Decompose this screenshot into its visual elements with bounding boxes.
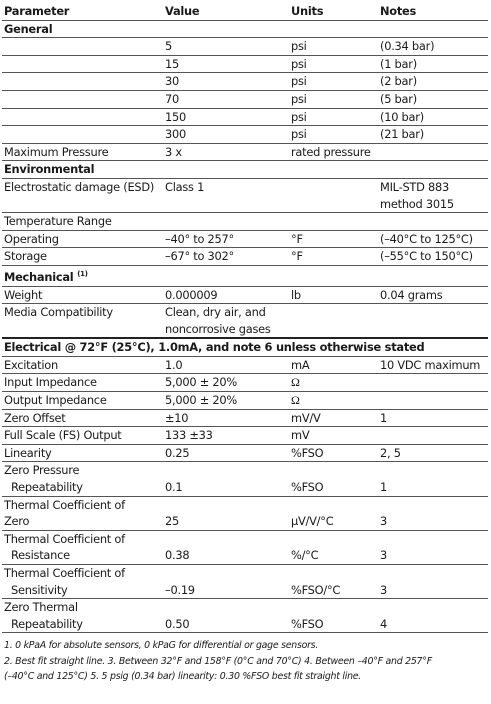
table-row: [2, 496, 488, 530]
param-units: rated pressure: [289, 143, 488, 161]
table-header-row: [2, 3, 488, 20]
param-label: [2, 496, 163, 530]
param-units: [289, 496, 378, 530]
param-value: 0.25: [163, 444, 289, 462]
table-row: [2, 392, 488, 410]
header-parameter: Parameter: [2, 3, 163, 20]
param-notes-text: 4: [380, 616, 387, 631]
section-title-text: Mechanical: [4, 269, 74, 284]
param-value: 5,000 ± 20%: [163, 374, 289, 392]
param-label: Output Impedance: [2, 392, 163, 410]
table-row: [2, 230, 488, 248]
param-label: Weight: [2, 286, 163, 304]
param-units: [289, 530, 378, 564]
param-label-line: Thermal Coefficient of: [4, 531, 125, 546]
range-value: 5: [163, 38, 289, 56]
param-notes: (–55°C to 150°C): [378, 248, 488, 266]
footnote-ref: (1): [77, 269, 88, 278]
param-notes: 2, 5: [378, 444, 488, 462]
param-label-line: Thermal Coefficient of: [4, 497, 125, 512]
spec-sheet: [2, 3, 490, 685]
param-units: mV: [289, 427, 378, 445]
param-value: [163, 530, 289, 564]
range-notes: (21 bar): [378, 126, 488, 144]
table-row: [2, 126, 488, 144]
header-units: Units: [289, 3, 378, 20]
param-notes: 0.04 grams: [378, 286, 488, 304]
param-notes: [378, 565, 488, 599]
range-notes: (5 bar): [378, 90, 488, 108]
param-value-text: –0.19: [165, 582, 195, 597]
footnote-line: (–40°C and 125°C) 5. 5 psig (0.34 bar) linearity: 0.30 %FSO best fit straight line.: [4, 671, 362, 683]
param-notes: [378, 374, 488, 392]
param-notes-text: 3: [380, 548, 387, 563]
range-units: psi: [289, 90, 378, 108]
range-value: 30: [163, 73, 289, 91]
table-row: [2, 286, 488, 304]
param-units-text: %FSO: [291, 616, 324, 631]
param-units: %FSO: [289, 444, 378, 462]
param-value-text: 0.50: [165, 616, 190, 631]
param-label: Temperature Range: [2, 213, 488, 231]
param-value: 0.000009: [163, 286, 289, 304]
param-units-text: %/°C: [291, 548, 319, 563]
param-notes: (–40°C to 125°C): [378, 230, 488, 248]
param-value: 5,000 ± 20%: [163, 392, 289, 410]
table-row: [2, 427, 488, 445]
param-units: °F: [289, 248, 378, 266]
param-value: [163, 565, 289, 599]
range-units: psi: [289, 126, 378, 144]
range-units: psi: [289, 55, 378, 73]
param-label-line: Zero: [4, 514, 30, 529]
range-notes: (2 bar): [378, 73, 488, 91]
footnote-line: 2. Best fit straight line. 3. Between 32°F and 158°F (0°C and 70°C) 4. Between –40°F and 257°F: [4, 655, 432, 667]
notes-line: method 3015: [380, 196, 454, 211]
param-label: [2, 530, 163, 564]
table-row: [2, 55, 488, 73]
range-notes: (0.34 bar): [378, 38, 488, 56]
param-notes-text: 3: [380, 514, 387, 529]
value-line: Clean, dry air, and: [165, 305, 266, 320]
table-row: [2, 73, 488, 91]
param-value: 133 ±33: [163, 427, 289, 445]
param-label: [2, 565, 163, 599]
section-general: [2, 20, 488, 38]
table-row: [2, 38, 488, 56]
param-label-line: Thermal Coefficient of: [4, 566, 125, 580]
param-units: Ω: [289, 392, 378, 410]
param-notes: [378, 599, 488, 633]
param-value: –40° to 257°: [163, 230, 289, 248]
param-value: Class 1: [163, 178, 289, 212]
param-value-text: 0.1: [165, 480, 183, 495]
param-notes: [378, 496, 488, 530]
param-label: Input Impedance: [2, 374, 163, 392]
param-units: Ω: [289, 374, 378, 392]
param-notes: 1: [378, 409, 488, 427]
param-label: Zero Offset: [2, 409, 163, 427]
param-label: [2, 462, 163, 496]
param-value: [163, 496, 289, 530]
param-value: 1.0: [163, 356, 289, 374]
param-label-line: Resistance: [11, 548, 70, 563]
param-units: lb: [289, 286, 378, 304]
param-label: Maximum Pressure: [2, 143, 163, 161]
table-row: [2, 530, 488, 564]
param-notes: [378, 462, 488, 496]
param-label: [2, 599, 163, 633]
range-units: psi: [289, 73, 378, 91]
param-notes: [378, 392, 488, 410]
param-units: [289, 599, 378, 633]
param-label-line: Repeatability: [11, 616, 83, 631]
param-units: [289, 565, 378, 599]
section-environmental: [2, 161, 488, 179]
header-notes: Notes: [378, 3, 488, 20]
param-notes: [378, 427, 488, 445]
param-value: [163, 304, 289, 339]
param-notes: [378, 530, 488, 564]
header-value: Value: [163, 3, 289, 20]
section-title: Electrical @ 72°F (25°C), 1.0mA, and note 6 unless otherwise stated: [2, 338, 488, 356]
table-row: [2, 565, 488, 599]
param-label: Full Scale (FS) Output: [2, 427, 163, 445]
param-label-line: Zero Thermal: [4, 600, 78, 615]
param-value: –67° to 302°: [163, 248, 289, 266]
param-value-text: 25: [165, 514, 179, 529]
param-units: °F: [289, 230, 378, 248]
param-label: Operating: [2, 230, 163, 248]
param-label: Linearity: [2, 444, 163, 462]
param-units-text: %FSO/°C: [291, 582, 341, 597]
table-row: [2, 143, 488, 161]
section-title: [2, 265, 488, 286]
table-row: [2, 599, 488, 633]
param-label-line: Sensitivity: [11, 582, 68, 597]
param-notes-text: 1: [380, 480, 387, 495]
table-row: [2, 356, 488, 374]
table-row: [2, 90, 488, 108]
range-notes: (10 bar): [378, 108, 488, 126]
param-units: mA: [289, 356, 378, 374]
range-value: 150: [163, 108, 289, 126]
table-row: [2, 462, 488, 496]
range-value: 300: [163, 126, 289, 144]
specifications-table: [2, 3, 488, 633]
param-label-line: Zero Pressure: [4, 463, 80, 478]
table-row: [2, 248, 488, 266]
param-label: Media Compatibility: [2, 304, 163, 339]
section-title: General: [2, 20, 488, 38]
value-line: noncorrosive gases: [165, 321, 271, 336]
table-row: [2, 178, 488, 212]
footnote-line: 1. 0 kPaA for absolute sensors, 0 kPaG for differential or gage sensors.: [4, 640, 319, 652]
param-label-line: Repeatability: [11, 480, 83, 495]
table-row: [2, 444, 488, 462]
range-value: 70: [163, 90, 289, 108]
table-row: [2, 374, 488, 392]
range-notes: (1 bar): [378, 55, 488, 73]
param-label: Storage: [2, 248, 163, 266]
footnotes: [2, 638, 488, 685]
notes-line: MIL-STD 883: [380, 179, 450, 194]
table-row: [2, 213, 488, 231]
section-title: Environmental: [2, 161, 488, 179]
param-value: [163, 462, 289, 496]
range-units: psi: [289, 38, 378, 56]
range-units: psi: [289, 108, 378, 126]
param-units-text: µV/V/°C: [291, 514, 334, 529]
param-units-text: %FSO: [291, 480, 324, 495]
range-value: 15: [163, 55, 289, 73]
section-electrical: [2, 338, 488, 356]
param-units: [289, 462, 378, 496]
param-units: mV/V: [289, 409, 378, 427]
param-notes: [378, 178, 488, 212]
param-label: Electrostatic damage (ESD): [2, 178, 163, 212]
section-mechanical: [2, 265, 488, 286]
param-value: [163, 599, 289, 633]
param-notes: 10 VDC maximum: [378, 356, 488, 374]
param-value: 3 x: [163, 143, 289, 161]
table-row: [2, 304, 488, 339]
param-value-text: 0.38: [165, 548, 190, 563]
param-notes-text: 3: [380, 582, 387, 597]
table-row: [2, 108, 488, 126]
table-row: [2, 409, 488, 427]
param-value: ±10: [163, 409, 289, 427]
param-label: Excitation: [2, 356, 163, 374]
